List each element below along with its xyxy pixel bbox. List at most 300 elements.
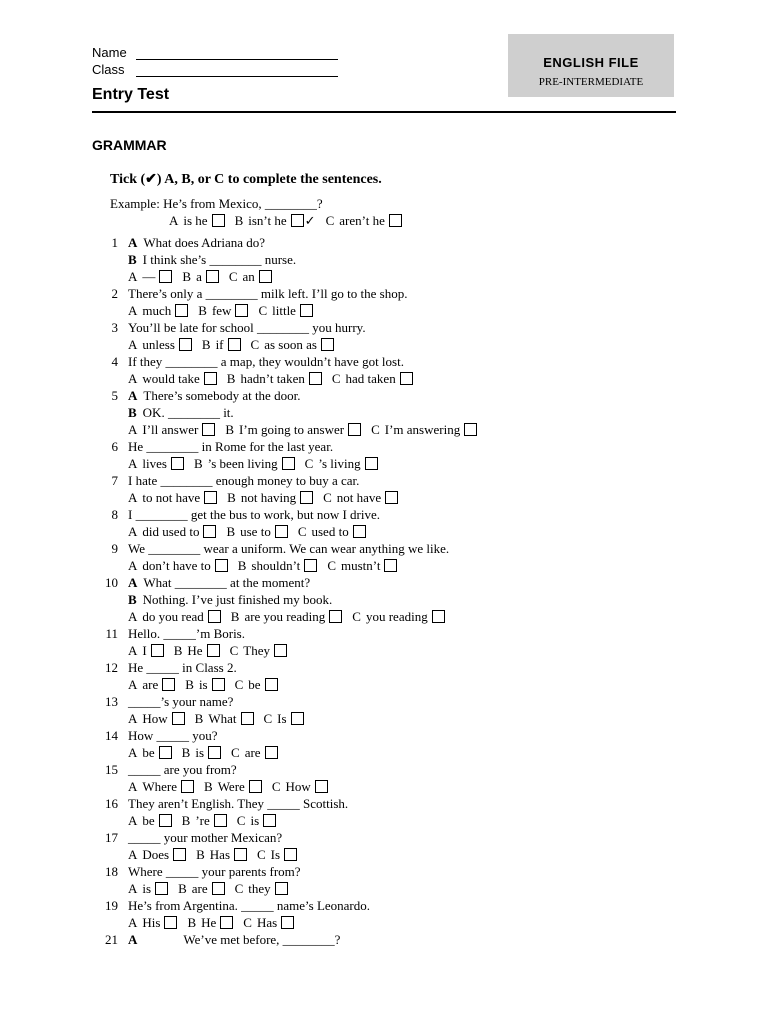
class-blank-line[interactable]	[136, 64, 338, 77]
question-text-line	[128, 285, 407, 302]
question-line	[0, 540, 768, 557]
option-letter: B	[181, 813, 191, 828]
options-group	[128, 846, 307, 863]
question-text: Hello. _____’m Boris.	[128, 626, 245, 641]
question-item	[0, 285, 768, 319]
answer-option	[169, 212, 225, 229]
option-letter: B	[187, 915, 197, 930]
question-text: _____ your mother Mexican?	[128, 830, 283, 845]
option-letter: A	[128, 745, 138, 760]
answer-option	[128, 846, 186, 863]
answer-option	[326, 212, 402, 229]
question-text-line	[128, 472, 359, 489]
question-number: 10	[105, 575, 118, 590]
options-row	[0, 880, 768, 897]
answer-checkbox[interactable]	[274, 644, 287, 657]
answer-checkbox[interactable]	[389, 214, 402, 227]
answer-option	[235, 212, 316, 229]
example-options	[169, 212, 412, 229]
option-text: an	[242, 269, 255, 284]
question-item	[0, 795, 768, 829]
option-letter: A	[128, 456, 138, 471]
question-line	[0, 659, 768, 676]
answer-checkbox[interactable]	[212, 678, 225, 691]
option-letter: B	[193, 456, 203, 471]
answer-checkbox[interactable]	[159, 814, 172, 827]
option-letter: C	[327, 558, 336, 573]
answer-checkbox[interactable]	[159, 270, 172, 283]
options-row	[0, 268, 768, 285]
option-text: a	[196, 269, 202, 284]
option-text: is he	[183, 213, 208, 228]
option-letter: A	[128, 303, 138, 318]
answer-checkbox[interactable]	[365, 457, 378, 470]
answer-checkbox[interactable]	[215, 559, 228, 572]
answer-option	[235, 880, 288, 897]
option-text: hadn’t taken	[240, 371, 305, 386]
question-number: 19	[105, 898, 118, 913]
answer-option	[327, 557, 397, 574]
option-letter: C	[271, 779, 281, 794]
answer-checkbox[interactable]	[275, 525, 288, 538]
options-group	[128, 268, 282, 285]
question-text-line	[128, 931, 340, 948]
option-letter: B	[237, 558, 247, 573]
answer-option	[128, 880, 168, 897]
answer-checkbox[interactable]	[159, 746, 172, 759]
answer-option	[187, 914, 233, 931]
options-group	[128, 744, 288, 761]
answer-checkbox[interactable]	[348, 423, 361, 436]
option-letter: B	[226, 524, 236, 539]
question-text: Where _____ your parents from?	[128, 864, 301, 879]
answer-option	[251, 336, 334, 353]
option-text: use to	[240, 524, 271, 539]
answer-checkbox[interactable]	[172, 712, 185, 725]
answer-checkbox[interactable]	[329, 610, 342, 623]
question-line	[0, 438, 768, 455]
instruction-text: Tick (✔) A, B, or C to complete the sentences.	[110, 172, 382, 187]
option-text: isn’t he	[248, 213, 287, 228]
option-text: not have	[336, 490, 382, 505]
question-item	[0, 693, 768, 727]
option-text: did used to	[142, 524, 200, 539]
answer-checkbox[interactable]	[300, 491, 313, 504]
question-line	[0, 863, 768, 880]
question-text: What ________ at the moment?	[143, 575, 311, 590]
option-text: be	[142, 813, 155, 828]
option-text: don’t have to	[142, 558, 211, 573]
option-letter: C	[371, 422, 380, 437]
answer-option	[227, 370, 322, 387]
question-text-line	[128, 693, 233, 710]
answer-option	[305, 455, 378, 472]
answer-checkbox[interactable]	[315, 780, 328, 793]
answer-checkbox[interactable]	[300, 304, 313, 317]
option-letter: C	[243, 915, 252, 930]
section-title: GRAMMAR	[92, 137, 167, 153]
question-item	[0, 863, 768, 897]
answer-checkbox[interactable]	[162, 678, 175, 691]
question-text: I think she’s ________ nurse.	[142, 252, 297, 267]
answer-checkbox[interactable]	[282, 457, 295, 470]
question-text-line	[128, 438, 333, 455]
option-letter: B	[178, 881, 187, 896]
answer-checkbox[interactable]	[207, 644, 220, 657]
answer-option	[323, 489, 398, 506]
option-letter: B	[225, 422, 235, 437]
question-text-line	[128, 863, 301, 880]
question-line	[0, 234, 768, 251]
question-line	[0, 897, 768, 914]
question-text-line	[128, 251, 296, 268]
answer-checkbox[interactable]	[175, 304, 188, 317]
question-text-line	[128, 727, 218, 744]
option-text: I	[142, 643, 147, 658]
answer-checkbox[interactable]	[234, 848, 247, 861]
question-text: There’s somebody at the door.	[143, 388, 301, 403]
answer-checkbox[interactable]	[181, 780, 194, 793]
answer-option	[128, 676, 175, 693]
name-field-row	[92, 45, 338, 60]
option-text: Is	[277, 711, 287, 726]
option-letter: A	[128, 881, 138, 896]
option-text: unless	[142, 337, 175, 352]
option-text: lives	[142, 456, 167, 471]
option-letter: A	[128, 371, 138, 386]
answer-option	[204, 778, 262, 795]
answer-checkbox[interactable]	[203, 525, 216, 538]
answer-option	[178, 880, 225, 897]
answer-checkbox[interactable]	[353, 525, 366, 538]
options-row	[0, 812, 768, 829]
options-group	[128, 778, 338, 795]
answer-checkbox[interactable]	[309, 372, 322, 385]
answer-option	[332, 370, 413, 387]
answer-checkbox[interactable]	[235, 304, 248, 317]
answer-checkbox[interactable]	[291, 214, 304, 227]
speaker-label: A	[128, 235, 138, 250]
option-text: shouldn’t	[251, 558, 301, 573]
answer-checkbox[interactable]	[249, 780, 262, 793]
question-list	[0, 234, 768, 948]
question-item	[0, 931, 768, 948]
option-letter: B	[227, 490, 236, 505]
options-row	[0, 608, 768, 625]
option-text: is	[195, 745, 205, 760]
option-text: used to	[311, 524, 349, 539]
question-line	[0, 387, 768, 404]
answer-option	[195, 710, 254, 727]
question-text: If they ________ a map, they wouldn’t have got lost.	[128, 354, 404, 369]
speaker-label: A	[128, 932, 138, 947]
question-item	[0, 574, 768, 625]
answer-checkbox[interactable]	[265, 746, 278, 759]
answer-checkbox[interactable]	[204, 372, 217, 385]
options-row	[0, 557, 768, 574]
answer-option	[371, 421, 477, 438]
answer-option	[128, 744, 172, 761]
answer-option	[257, 846, 297, 863]
example-block	[110, 195, 412, 229]
option-letter: C	[257, 847, 266, 862]
answer-option	[194, 455, 295, 472]
answer-checkbox[interactable]	[432, 610, 445, 623]
question-line	[0, 574, 768, 591]
question-number: 1	[111, 235, 118, 250]
answer-option	[128, 914, 177, 931]
answer-option	[258, 302, 313, 319]
option-text: are	[142, 677, 159, 692]
options-row	[0, 336, 768, 353]
answer-option	[128, 370, 217, 387]
answer-checkbox[interactable]	[263, 814, 276, 827]
option-letter: A	[128, 915, 138, 930]
question-text-line	[128, 659, 237, 676]
question-text: There’s only a ________ milk left. I’ll go to the shop.	[128, 286, 408, 301]
option-letter: B	[201, 337, 211, 352]
answer-option	[128, 489, 217, 506]
option-letter: C	[323, 490, 332, 505]
answer-checkbox[interactable]	[265, 678, 278, 691]
answer-checkbox[interactable]	[385, 491, 398, 504]
answer-checkbox[interactable]	[173, 848, 186, 861]
answer-option	[231, 744, 278, 761]
question-text: _____’s your name?	[128, 694, 234, 709]
option-text: He	[187, 643, 203, 658]
question-number: 8	[111, 507, 118, 522]
answer-checkbox[interactable]	[155, 882, 168, 895]
option-letter: A	[128, 609, 138, 624]
answer-checkbox[interactable]	[321, 338, 334, 351]
question-item	[0, 472, 768, 506]
answer-option	[229, 268, 272, 285]
question-item	[0, 234, 768, 285]
option-letter: A	[128, 490, 138, 505]
options-group	[128, 336, 344, 353]
options-row	[0, 676, 768, 693]
brand-subtitle: PRE-INTERMEDIATE	[538, 76, 644, 88]
answer-option	[243, 914, 294, 931]
question-text-line	[128, 897, 370, 914]
answer-option	[196, 846, 247, 863]
brand-title: ENGLISH FILE	[543, 55, 639, 70]
answer-checkbox[interactable]	[208, 610, 221, 623]
option-letter: A	[128, 711, 138, 726]
answer-checkbox[interactable]	[384, 559, 397, 572]
question-line	[0, 506, 768, 523]
question-number: 4	[111, 354, 118, 369]
option-letter: A	[128, 422, 138, 437]
options-group	[128, 370, 423, 387]
question-text: OK. ________ it.	[142, 405, 234, 420]
speaker-label: B	[128, 592, 137, 607]
option-text: much	[142, 303, 172, 318]
answer-option	[237, 812, 276, 829]
options-row	[0, 421, 768, 438]
option-letter: B	[198, 303, 207, 318]
question-number: 17	[105, 830, 118, 845]
question-item	[0, 659, 768, 693]
question-line	[0, 727, 768, 744]
question-text: He’s from Argentina. _____ name’s Leonardo.	[128, 898, 371, 913]
option-text: had taken	[345, 371, 396, 386]
speaker-label: A	[128, 388, 138, 403]
answer-checkbox[interactable]	[259, 270, 272, 283]
question-text: He _____ in Class 2.	[128, 660, 237, 675]
answer-option	[128, 812, 172, 829]
answer-option	[264, 710, 304, 727]
option-text: as soon as	[264, 337, 317, 352]
options-row	[0, 455, 768, 472]
options-row	[0, 302, 768, 319]
option-letter: C	[258, 303, 268, 318]
answer-option	[202, 336, 241, 353]
answer-option	[238, 557, 318, 574]
option-text: Is	[270, 847, 281, 862]
options-row	[0, 489, 768, 506]
question-number: 21	[105, 932, 118, 947]
answer-checkbox[interactable]	[208, 746, 221, 759]
option-letter: A	[128, 677, 138, 692]
option-text: I’m answering	[384, 422, 461, 437]
option-letter: A	[128, 269, 138, 284]
answer-option	[198, 302, 248, 319]
question-item	[0, 625, 768, 659]
question-line	[0, 472, 768, 489]
option-letter: C	[229, 643, 239, 658]
answer-option	[128, 302, 188, 319]
option-text: is	[142, 881, 152, 896]
question-item	[0, 506, 768, 540]
option-letter: C	[352, 609, 361, 624]
answer-option	[226, 523, 287, 540]
answer-option	[182, 268, 218, 285]
answer-checkbox[interactable]	[179, 338, 192, 351]
test-title: Entry Test	[92, 86, 170, 103]
question-text-line	[128, 625, 245, 642]
answer-checkbox[interactable]	[291, 712, 304, 725]
option-letter: A	[169, 213, 179, 228]
answer-option	[128, 710, 185, 727]
answer-checkbox[interactable]	[212, 882, 225, 895]
question-line	[0, 625, 768, 642]
option-text: Has	[256, 915, 278, 930]
option-text: is	[198, 677, 208, 692]
answer-checkbox[interactable]	[400, 372, 413, 385]
option-letter: C	[304, 456, 314, 471]
option-letter: A	[128, 847, 138, 862]
question-number: 14	[105, 728, 118, 743]
question-text: I hate ________ enough money to buy a car.	[128, 473, 360, 488]
option-text: be	[142, 745, 155, 760]
answer-checkbox[interactable]	[275, 882, 288, 895]
option-letter: C	[234, 881, 244, 896]
answer-checkbox[interactable]	[228, 338, 241, 351]
option-text: He	[201, 915, 217, 930]
options-group	[128, 642, 297, 659]
question-number: 5	[111, 388, 118, 403]
question-text: He ________ in Rome for the last year.	[128, 439, 334, 454]
question-line	[0, 761, 768, 778]
options-row	[0, 778, 768, 795]
question-text-line	[128, 795, 348, 812]
answer-checkbox[interactable]	[304, 559, 317, 572]
option-letter: A	[128, 813, 138, 828]
option-text: They	[243, 643, 270, 658]
question-number: 15	[105, 762, 118, 777]
option-text: are	[191, 881, 208, 896]
question-number: 18	[105, 864, 118, 879]
answer-option	[128, 642, 164, 659]
answer-checkbox[interactable]	[220, 916, 233, 929]
options-group	[128, 421, 487, 438]
answer-checkbox[interactable]	[204, 491, 217, 504]
answer-checkbox[interactable]	[241, 712, 254, 725]
option-text: few	[211, 303, 232, 318]
question-number: 16	[105, 796, 118, 811]
name-blank-line[interactable]	[136, 47, 338, 60]
options-row	[0, 642, 768, 659]
answer-checkbox[interactable]	[212, 214, 225, 227]
option-text: is	[250, 813, 260, 828]
option-letter: B	[182, 269, 192, 284]
question-line	[0, 285, 768, 302]
options-row	[0, 523, 768, 540]
option-text: Were	[217, 779, 245, 794]
option-letter: A	[128, 779, 138, 794]
question-text-line	[128, 319, 366, 336]
answer-checkbox[interactable]	[214, 814, 227, 827]
question-item	[0, 829, 768, 863]
question-number: 6	[111, 439, 118, 454]
option-text: if	[215, 337, 224, 352]
options-group	[128, 880, 298, 897]
answer-option	[182, 744, 221, 761]
question-text: What does Adriana do?	[143, 235, 266, 250]
option-text: they	[248, 881, 271, 896]
question-item	[0, 727, 768, 761]
option-text: do you read	[142, 609, 204, 624]
options-group	[128, 302, 323, 319]
option-letter: B	[173, 643, 183, 658]
answer-checkbox[interactable]	[281, 916, 294, 929]
header-divider	[92, 111, 676, 113]
option-text: ’re	[195, 813, 210, 828]
answer-checkbox[interactable]	[151, 644, 164, 657]
option-letter: A	[128, 643, 138, 658]
answer-checkbox[interactable]	[284, 848, 297, 861]
option-letter: A	[128, 337, 138, 352]
answer-checkbox[interactable]	[202, 423, 215, 436]
answer-checkbox[interactable]	[464, 423, 477, 436]
options-row	[0, 846, 768, 863]
options-row	[0, 914, 768, 931]
option-text: Where	[142, 779, 178, 794]
question-line	[0, 353, 768, 370]
option-text: Has	[209, 847, 230, 862]
answer-checkbox[interactable]	[206, 270, 219, 283]
question-line	[0, 591, 768, 608]
answer-checkbox[interactable]	[164, 916, 177, 929]
option-text: you reading	[365, 609, 428, 624]
option-letter: C	[331, 371, 341, 386]
question-line	[0, 795, 768, 812]
question-text-line	[128, 506, 380, 523]
option-text: aren’t he	[339, 213, 385, 228]
question-text: _____ are you from?	[128, 762, 237, 777]
answer-checkbox[interactable]	[171, 457, 184, 470]
